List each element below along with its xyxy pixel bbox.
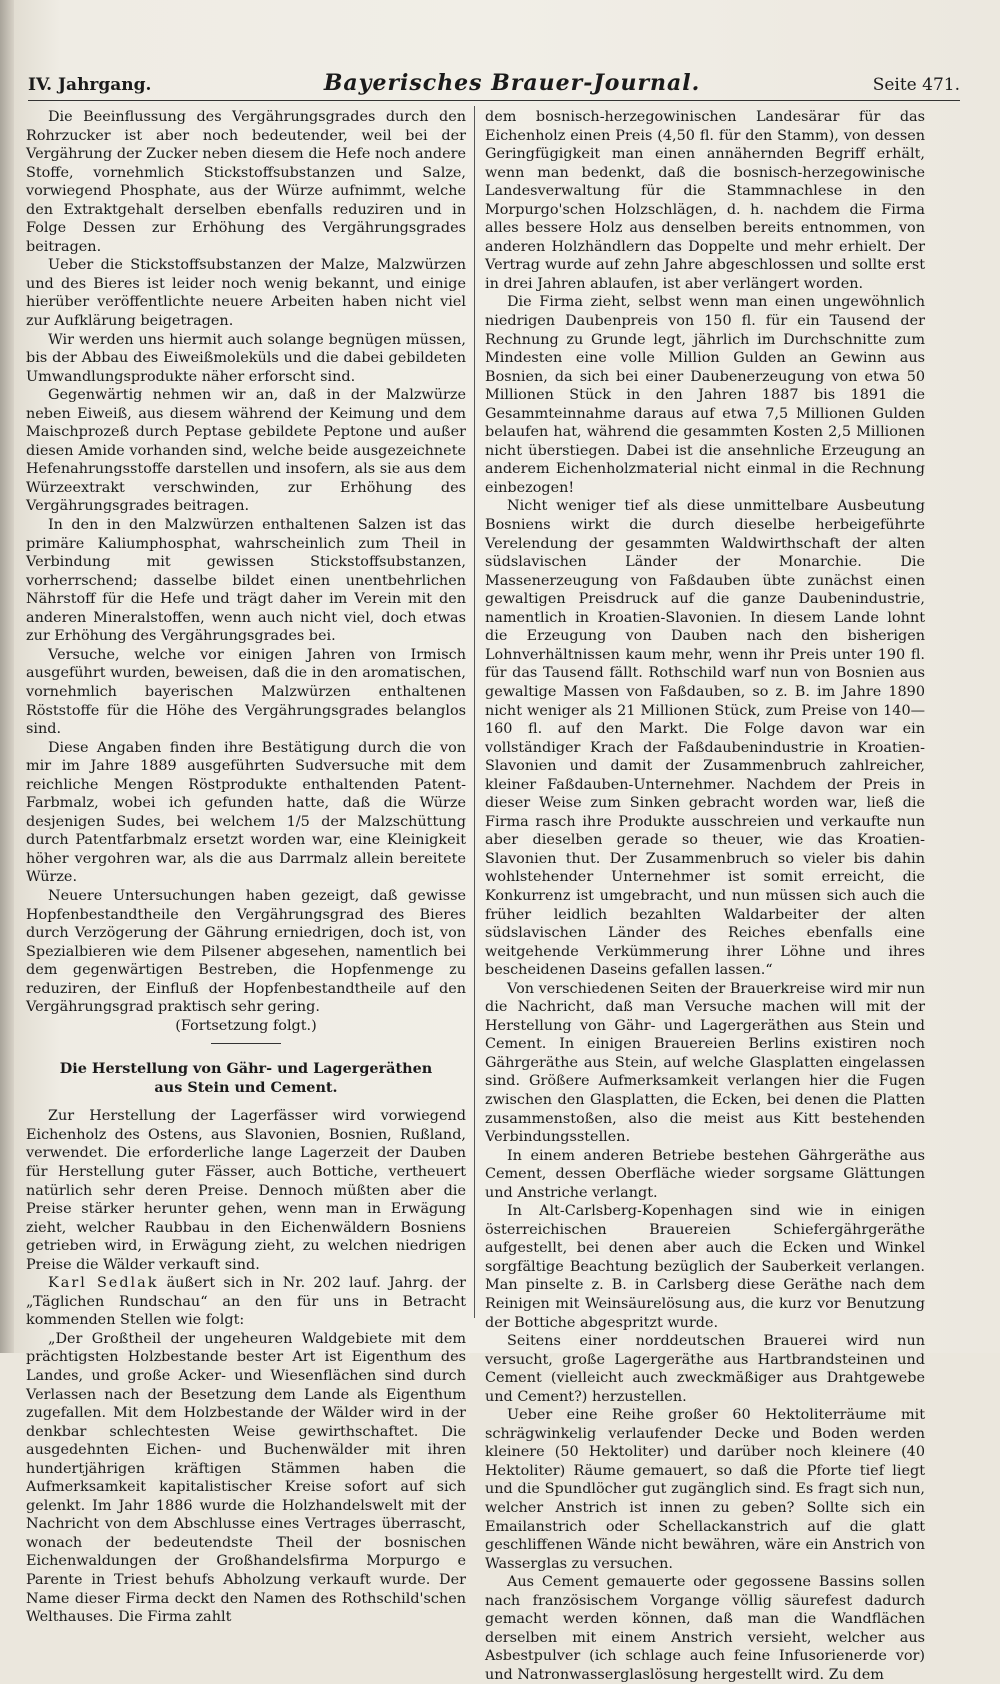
page-number: Seite 471. [872, 75, 960, 95]
journal-title: Bayerisches Brauer-Journal. [323, 70, 701, 96]
article-title [26, 1060, 466, 1097]
continuation-note: (Fortsetzung folgt.) [175, 1017, 317, 1034]
paragraph: Versuche, welche vor einigen Jahren von Irmisch ausgeführt wurden, beweisen, daß die in den aromatischen, vornehmlich bayerischen Malzwürzen enthaltenen Röststoffe für die Höhe des Vergährungsgrades belanglos sind. [26, 646, 466, 738]
paragraph: Von verschiedenen Seiten der Brauerkreise wird mir nun die Nachricht, daß man Versuche machen will mit der Herstellung von Gähr- und Lagergeräthen aus Stein und Cement. In einigen Brauereien Berlins existiren noch Gährgeräthe aus Stein, auf welche Glasplatten eingelassen sind. Größere Aufmerksamkeit verlangen hier die Fugen zwischen den Glasplatten, die Ecken, bei denen die Platten zusammenstoßen, also die meist aus Kitt bestehenden Verbindungsstellen. [485, 980, 925, 1146]
paragraph: Neuere Untersuchungen haben gezeigt, daß gewisse Hopfenbestandtheile den Vergährungsgrad des Bieres durch Verzögerung der Gährung erniedrigen, doch ist, von Spezialbieren wie dem Pilsener abgesehen, namentlich bei dem gegenwärtigen Bestreben, die Hopfenmenge zu reduziren, der Einfluß der Hopfenbestandtheile auf den Vergährungsgrad praktisch sehr gering. [26, 887, 466, 1016]
quotation: „Der Großtheil der ungeheuren Waldgebiete mit dem prächtigsten Holzbestande bester Art ist Eigenthum des Landes, und große Acker- und Wiesenflächen sind durch Verlassen nach der Besetzung dem Lande als Eigenthum zugefallen. Mit dem Holzbestande der Wälder wird in der denkbar schlechtesten Weise gewirthschaftet. Die ausgedehnten Eichen- und Buchenwälder mit ihren hundertjährigen kräftigen Stämmen haben die Aufmerksamkeit kapitalistischer Kreise sofort auf sich gelenkt. Im Jahr 1886 wurde die Holzhandelswelt mit der Nachricht von dem Abschlusse eines Vertrages überrascht, wonach der bedeutendste Theil der bosnischen Eichenwaldungen der Großhandelsfirma Morpurgo e Parente in Triest behufs Abholzung verkauft wurde. Der Name dieser Firma deckt den Namen des Rothschild'schen Welthauses. Die Firma zahlt [26, 1330, 466, 1626]
paragraph: Zur Herstellung der Lagerfässer wird vorwiegend Eichenholz des Ostens, aus Slavonien, Bosnien, Rußland, verwendet. Die erforderliche lange Lagerzeit der Dauben für Herstellung guter Fässer, auch Bottiche, vertheuert natürlich sehr deren Preise. Dennoch müßten aber die Preise stärker herunter gehen, wenn man in Erwägung zieht, welcher Raubbau in den Eichenwäldern Bosniens getrieben wird, in Erwägung zieht, zu welchen niedrigen Preise die Wälder verkauft sind. [26, 1108, 466, 1273]
paragraph: Die Firma zieht, selbst wenn man einen ungewöhnlich niedrigen Daubenpreis von 150 fl. für ein Tausend der Rechnung zu Grunde legt, jährlich im Durchschnitte zum Mindesten eine volle Million Gulden an Gewinn aus Bosnien, da sich bei einer Daubenerzeugung von etwa 50 Millionen Stück in den Jahren 1887 bis 1891 die Gesammteinnahme daraus auf etwa 7,5 Millionen Gulden belaufen hat, während die gesammten Kosten 2,5 Millionen nicht überstiegen. Dabei ist die ansehnliche Erzeugung an anderem Eichenholzmaterial nicht einmal in die Rechnung einbezogen! [485, 294, 925, 496]
paragraph: Die Beeinflussung des Vergährungsgrades durch den Rohrzucker ist aber noch bedeutender, weil bei der Vergährung der Zucker neben diesem die Hefe noch andere Stoffe, vornehmlich Stickstoffsubstanzen und Salze, vorwiegend Phosphate, aus der Würze aufnimmt, welche den Extraktgehalt derselben ebenfalls reduziren und in Folge Dessen zur Erhöhung des Vergährungsgrades beitragen. [26, 109, 466, 255]
paragraph: In einem anderen Betriebe bestehen Gährgeräthe aus Cement, dessen Oberfläche wieder sorgsame Glättungen und Anstriche verlangt. [485, 1147, 925, 1201]
author-name: Karl Sedlak [48, 1275, 159, 1292]
paragraph: Ueber die Stickstoffsubstanzen der Malze, Malzwürzen und des Bieres ist leider noch wenig bekannt, und einige hierüber veröffentlichte neuere Arbeiten haben nicht viel zur Aufklärung beigetragen. [26, 257, 466, 330]
paragraph: Nicht weniger tief als diese unmittelbare Ausbeutung Bosniens wirkt die durch dieselbe herbeigeführte Verelendung der gesammten Waldwirthschaft der alten südslavischen Länder der Monarchie. Die Massenerzeugung von Faßdauben übte zunächst einen gewaltigen Preisdruck auf die ganze Daubenindustrie, namentlich in Kroatien-Slavonien. In diesem Lande lohnt die Erzeugung von Dauben nach den bisherigen Lohnverhältnissen kaum mehr, wenn ihr Preis unter 190 fl. für das Tausend fällt. Rothschild warf nun von Bosnien aus gewaltige Massen von Faßdauben, so z. B. im Jahre 1890 nicht weniger als 21 Millionen Stück, zum Preise von 140—160 fl. auf den Markt. Die Folge davon war ein vollständiger Krach der Faßdaubenindustrie in Kroatien-Slavonien und damit der Zusammenbruch zahlreicher, kleiner Faßdauben-Unternehmer. Nachdem der Preis in dieser Weise zum Sinken gebracht worden war, ließ die Firma rasch ihre Produkte ausschreien und verkaufte nun aber dieselben gerade so theuer, wie das Kroatien-Slavonien thut. Der Zusammenbruch so vieler bis dahin wohlstehender Unternehmer ist somit erreicht, die Konkurrenz ist umgebracht, und nun müssen sich auch die früher leidlich bezahlten Waldarbeiter der alten südslavischen Länder des Reiches ebenfalls eine weitgehende Verkümmerung ihrer Löhne und ihres bescheidenen Daseins gefallen lassen.“ [485, 498, 925, 979]
paragraph-with-author [26, 1274, 466, 1330]
paragraph: Wir werden uns hiermit auch solange begnügen müssen, bis der Abbau des Eiweißmoleküls und die dabei gebildeten Umwandlungsprodukte näher erforscht sind. [26, 331, 466, 385]
paragraph: dem bosnisch-herzegowinischen Landesärar für das Eichenholz einen Preis (4,50 fl. für den Stamm), von dessen Geringfügigkeit man einen annähernden Begriff erhält, wenn man bedenkt, daß die bosnisch-herzegowinische Landesverwaltung für die Stammnachlese in den Morpurgo'schen Holzschlägen, d. h. nachdem die Firma alles bessere Holz aus denselben bereits entnommen, von anderen Holzhändlern das Doppelte und mehr erhielt. Der Vertrag wurde auf zehn Jahre abgeschlossen und sollte erst in drei Jahren ablaufen, ist aber verlängert worden. [485, 109, 925, 292]
paragraph: Diese Angaben finden ihre Bestätigung durch die von mir im Jahre 1889 ausgeführten Sudversuche mit dem reichliche Mengen Röstprodukte enthaltenden Patent-Farbmalz, wobei ich gefunden hatte, daß die Würze desjenigen Sudes, bei welchem 1/5 der Malzschüttung durch Patentfarbmalz ersetzt worden war, eine Kleinigkeit höher vergohren war, als die aus Darrmalz allein bereitete Würze. [26, 739, 466, 886]
article-title-line: aus Stein und Cement. [154, 1078, 338, 1096]
article-title-line: Die Herstellung von Gähr- und Lagergeräthen [59, 1060, 433, 1078]
left-column [26, 108, 466, 1626]
page-header [28, 70, 960, 98]
volume-label: IV. Jahrgang. [28, 75, 152, 95]
page-binding-shadow [0, 0, 14, 1353]
paragraph: In den in den Malzwürzen enthaltenen Salzen ist das primäre Kaliumphosphat, wahrscheinlich zum Theil in Verbindung mit gewissen Stickstoffsubstanzen, vorherrschend; dasselbe bildet einen unentbehrlichen Nährstoff für die Hefe und trägt daher im Verein mit den anderen Mineralstoffen, wenn auch nicht viel, doch etwas zur Erhöhung des Vergährungsgrades bei. [26, 517, 466, 645]
column-divider [474, 106, 475, 1318]
paragraph: In Alt-Carlsberg-Kopenhagen sind wie in einigen österreichischen Brauereien Schiefergährgeräthe aufgestellt, bei denen aber auch die Ecken und Winkel sorgfältige Beachtung bezüglich der Sauberkeit verlangen. Man pinselte z. B. in Carlsberg diese Geräthe nach dem Reinigen mit Weinsäurelösung aus, die kurz vor Benutzung der Bottiche abgespritzt wurde. [485, 1203, 925, 1331]
right-column [485, 108, 925, 1683]
header-rule [28, 100, 960, 101]
section-divider [211, 1043, 281, 1044]
paragraph-text: äußert sich in Nr. 202 lauf. Jahrg. der „Täglichen Rundschau“ an den für uns in Betracht kommenden Stellen wie folgt: [26, 1275, 466, 1329]
paragraph: Aus Cement gemauerte oder gegossene Bassins sollen nach französischem Vorgange völlig säurefest dadurch gemacht werden können, daß man die Wandflächen derselben mit einem Anstrich versieht, welcher aus Asbestpulver (ich schlage auch feine Infusorienerde vor) und Natronwasserglaslösung hergestellt wird. Zu dem [485, 1574, 925, 1683]
paragraph: Seitens einer norddeutschen Brauerei wird nun versucht, große Lagergeräthe aus Hartbrandsteinen und Cement (vielleicht auch zweckmäßiger aus Drahtgewebe und Cement?) herzustellen. [485, 1333, 925, 1405]
paragraph: Ueber eine Reihe großer 60 Hektoliterräume mit schrägwinkelig verlaufender Decke und Boden werden kleinere (50 Hektoliter) und darüber noch kleinere (40 Hektoliter) Räume gemauert, so daß die Pforte tief liegt und die Spundlöcher gut zugänglich sind. Es fragt sich nun, welcher Anstrich ist innen zu geben? Sollte sich ein Emailanstrich oder Schellackanstrich auf die glatt geschliffenen Wände nicht bewähren, wäre ein Anstrich von Wasserglas zu versuchen. [485, 1407, 925, 1572]
paragraph: Gegenwärtig nehmen wir an, daß in der Malzwürze neben Eiweiß, aus diesem während der Keimung und dem Maischprozeß durch Peptase gebildete Peptone und außer diesen Amide vorhanden sind, welche beide ausgezeichnete Hefenahrungsstoffe darstellen und insofern, als sie aus dem Würzeextrakt verschwinden, zur Erhöhung des Vergährungsgrades beitragen. [26, 387, 466, 515]
